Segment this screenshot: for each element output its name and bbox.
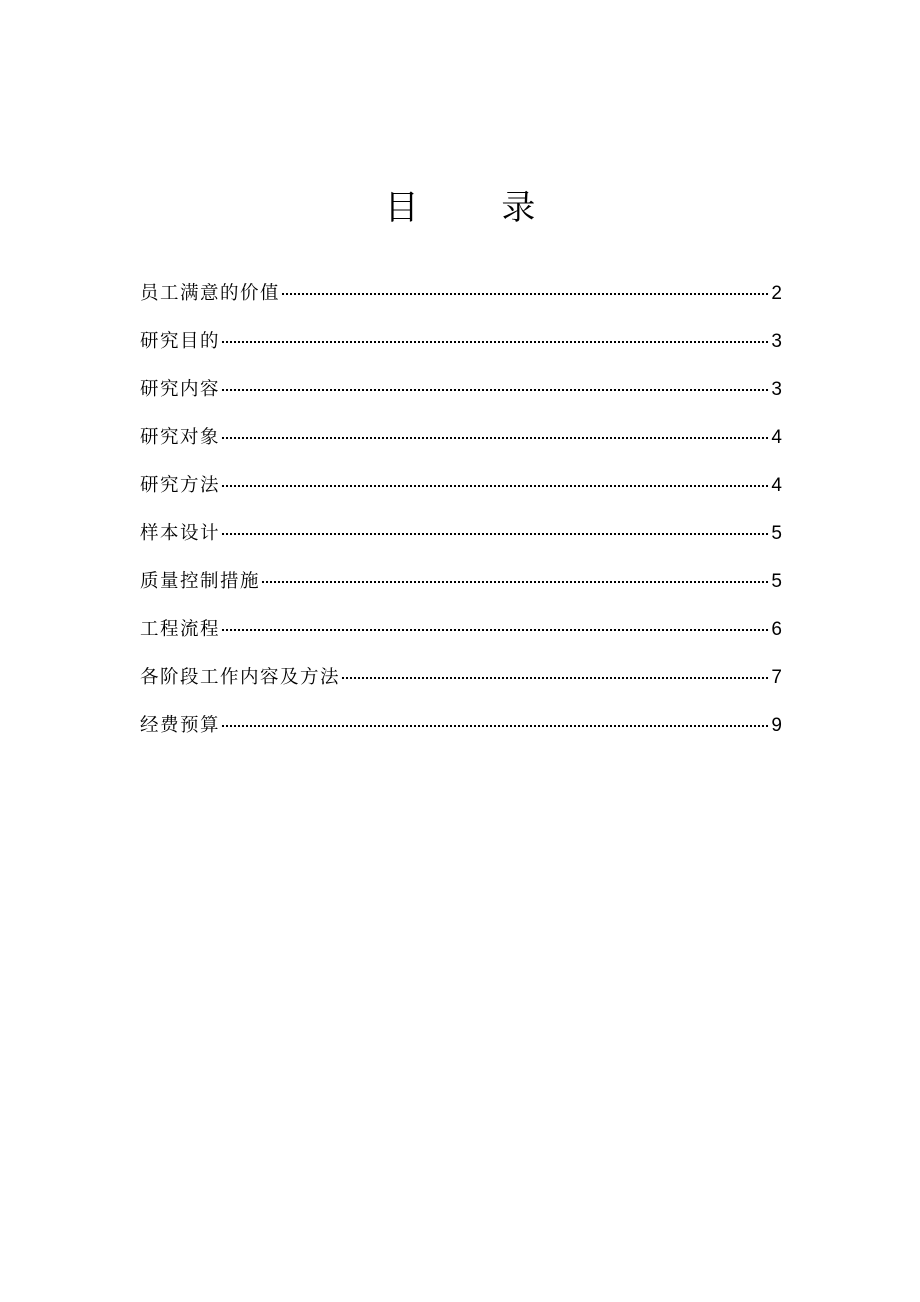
toc-entry-label: 各阶段工作内容及方法 xyxy=(140,667,341,688)
toc-entry-label: 工程流程 xyxy=(140,619,221,640)
toc-dot-leader xyxy=(222,485,768,487)
toc-entry-page-number: 5 xyxy=(771,571,782,592)
toc-entry[interactable] xyxy=(140,270,782,318)
toc-dot-leader xyxy=(222,341,768,343)
toc-entry-page-number: 5 xyxy=(771,523,782,544)
toc-entry-label: 研究对象 xyxy=(140,427,221,448)
toc-dot-leader xyxy=(222,533,768,535)
toc-entry-page-number: 9 xyxy=(771,715,782,736)
toc-dot-leader xyxy=(282,293,768,295)
toc-entry[interactable] xyxy=(140,702,782,750)
toc-dot-leader xyxy=(262,581,768,583)
toc-entry-label: 研究方法 xyxy=(140,475,221,496)
toc-entry[interactable] xyxy=(140,366,782,414)
toc-dot-leader xyxy=(222,629,768,631)
toc-entry[interactable] xyxy=(140,462,782,510)
toc-entry-page-number: 6 xyxy=(771,619,782,640)
toc-entry[interactable] xyxy=(140,606,782,654)
toc-dot-leader xyxy=(222,725,768,727)
toc-entry-label: 经费预算 xyxy=(140,715,221,736)
toc-dot-leader xyxy=(222,437,768,439)
toc-entry-label: 质量控制措施 xyxy=(140,571,261,592)
toc-entry-label: 研究目的 xyxy=(140,331,221,352)
toc-title: 目 录 xyxy=(384,188,572,228)
toc-entry-page-number: 4 xyxy=(771,427,782,448)
toc-entry-page-number: 2 xyxy=(771,283,782,304)
toc-entry-label: 员工满意的价值 xyxy=(140,283,281,304)
toc-entry-label: 样本设计 xyxy=(140,523,221,544)
toc-entry-label: 研究内容 xyxy=(140,379,221,400)
toc-entry-page-number: 7 xyxy=(771,667,782,688)
toc-list xyxy=(140,270,782,750)
toc-entry-page-number: 3 xyxy=(771,331,782,352)
toc-entry-page-number: 4 xyxy=(771,475,782,496)
toc-entry[interactable] xyxy=(140,654,782,702)
toc-entry[interactable] xyxy=(140,558,782,606)
toc-entry[interactable] xyxy=(140,414,782,462)
toc-entry[interactable] xyxy=(140,318,782,366)
toc-entry[interactable] xyxy=(140,510,782,558)
toc-entry-page-number: 3 xyxy=(771,379,782,400)
toc-dot-leader xyxy=(342,677,768,679)
toc-dot-leader xyxy=(222,389,768,391)
